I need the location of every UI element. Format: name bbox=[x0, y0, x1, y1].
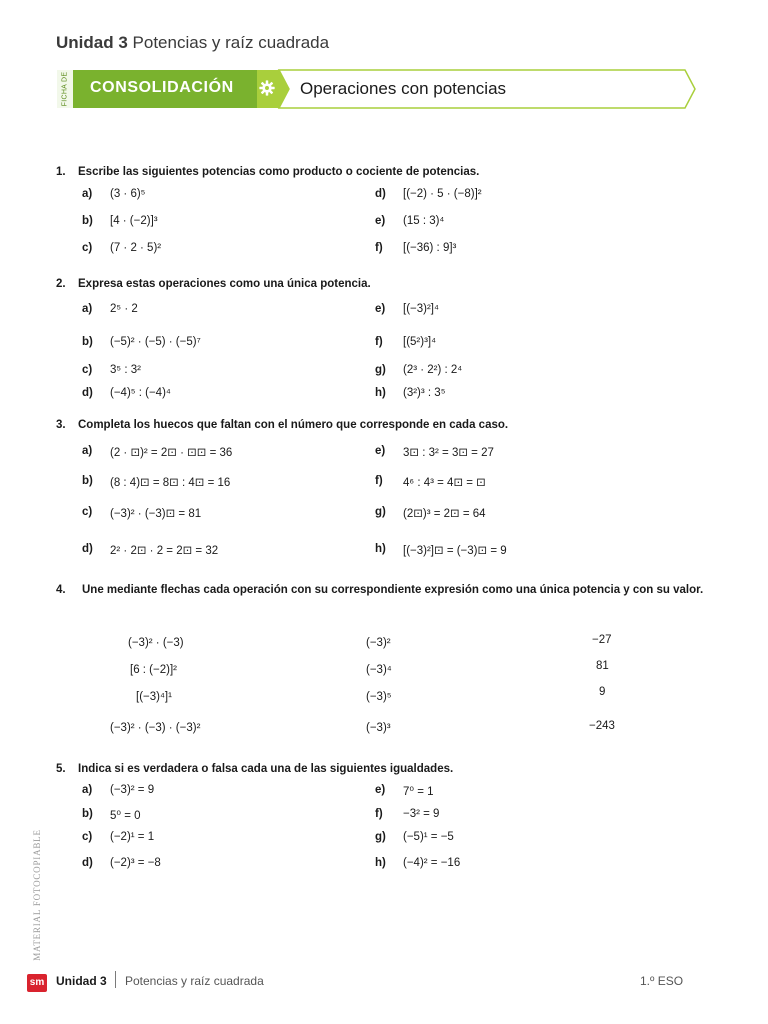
exercise-4-operation: (−3)² · (−3) bbox=[128, 637, 184, 649]
exercise-4-value: −243 bbox=[589, 720, 615, 732]
banner-title: CONSOLIDACIÓN bbox=[90, 79, 234, 96]
unit-label: Unidad 3 bbox=[56, 33, 128, 52]
unit-topic: Potencias y raíz cuadrada bbox=[132, 33, 330, 52]
exercise-5-title: 5. Indica si es verdadera o falsa cada una de las siguientes igualdades. bbox=[56, 763, 454, 775]
exercise-4-power: (−3)⁵ bbox=[366, 691, 392, 703]
exercise-4-value: −27 bbox=[592, 634, 612, 646]
unit-title bbox=[56, 33, 329, 53]
publisher-logo: sm bbox=[27, 974, 47, 992]
footer-unit-topic: Potencias y raíz cuadrada bbox=[125, 974, 264, 988]
footer-unit-label: Unidad 3 bbox=[56, 974, 107, 988]
exercise-2-title: 2. Expresa estas operaciones como una única potencia. bbox=[56, 278, 371, 290]
photocopiable-stamp: MATERIAL FOTOCOPIABLE bbox=[32, 829, 42, 961]
ficha-tag: FICHA DE bbox=[61, 71, 69, 107]
exercise-4-power: (−3)³ bbox=[366, 722, 391, 734]
exercise-4-power: (−3)⁴ bbox=[366, 664, 392, 676]
exercise-4-title: 4. Une mediante flechas cada operación con su correspondiente expresión como una única potencia y con su valor. bbox=[56, 584, 704, 596]
exercise-3-title: 3. Completa los huecos que faltan con el número que corresponde en cada caso. bbox=[56, 419, 509, 431]
banner-topic: Operaciones con potencias bbox=[300, 79, 507, 98]
exercise-1-title: 1. Escribe las siguientes potencias como producto o cociente de potencias. bbox=[56, 166, 480, 178]
exercise-4-operation: [(−3)⁴]¹ bbox=[136, 691, 172, 703]
footer-level: 1.º ESO bbox=[640, 974, 684, 988]
exercise-4-operation: [6 : (−2)]² bbox=[130, 664, 177, 676]
exercise-4-power: (−3)² bbox=[366, 637, 391, 649]
exercise-4-operation: (−3)² · (−3) · (−3)² bbox=[110, 722, 201, 734]
gear-icon bbox=[258, 79, 276, 97]
footer-divider bbox=[115, 971, 116, 988]
exercise-4-value: 9 bbox=[599, 686, 606, 698]
exercise-4-value: 81 bbox=[596, 660, 609, 672]
